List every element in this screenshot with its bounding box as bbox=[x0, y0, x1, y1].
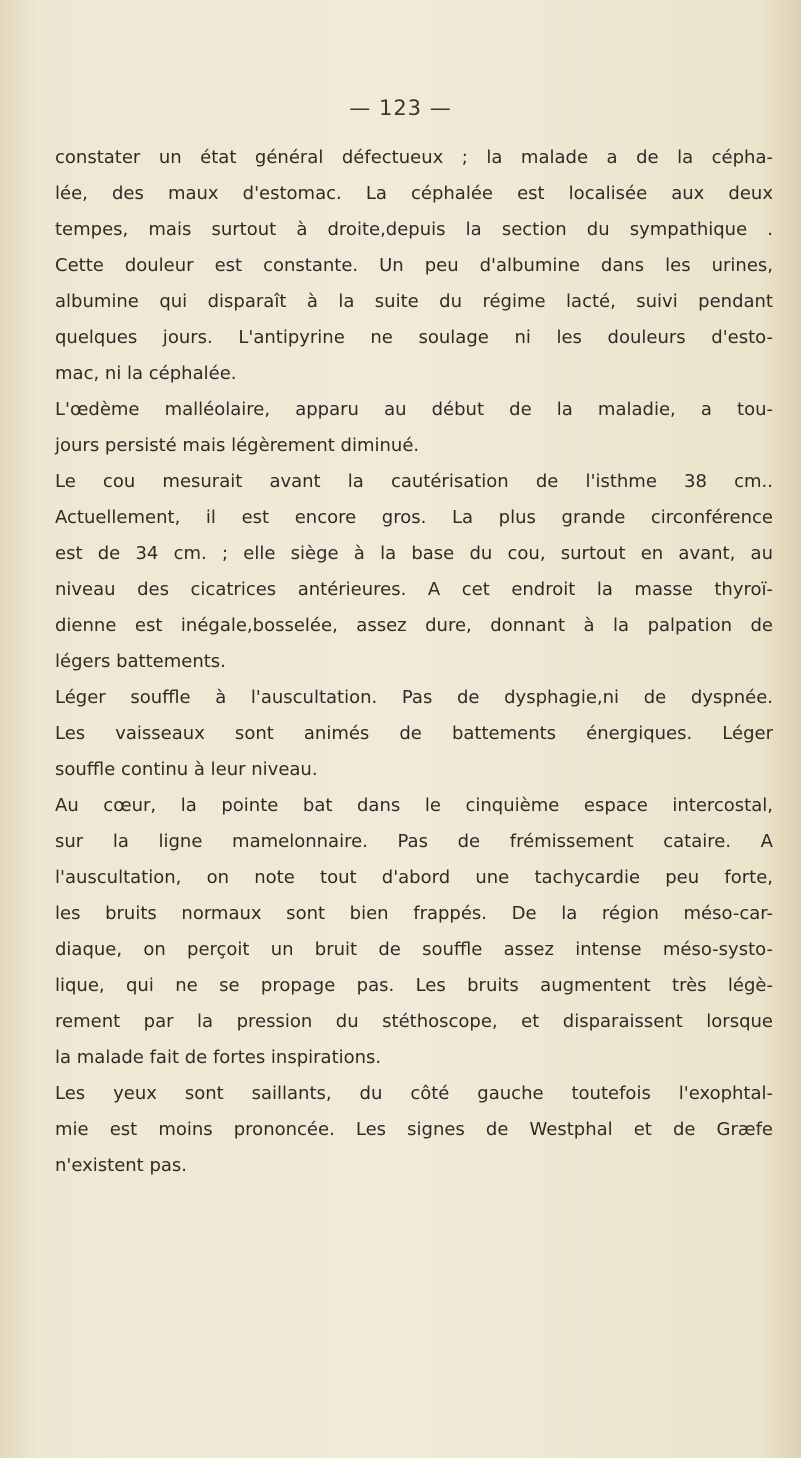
page-number: — 123 — bbox=[349, 96, 452, 120]
text-line: L'œdème malléolaire, apparu au début de la maladie, a tou- bbox=[55, 399, 773, 420]
text-line: diaque, on perçoit un bruit de souffle assez intense méso-systo- bbox=[55, 939, 773, 960]
text-line: Les yeux sont saillants, du côté gauche toutefois l'exophtal- bbox=[55, 1083, 773, 1104]
text-line: Actuellement, il est encore gros. La plus grande circonférence bbox=[55, 507, 773, 528]
text-line: les bruits normaux sont bien frappés. De la région méso-car- bbox=[55, 903, 773, 924]
text-line: l'auscultation, on note tout d'abord une tachycardie peu forte, bbox=[55, 867, 773, 888]
paragraph bbox=[55, 140, 773, 392]
page-body bbox=[55, 140, 773, 1184]
paragraph bbox=[55, 1076, 773, 1184]
paragraph bbox=[55, 788, 773, 1076]
text-line: légers battements. bbox=[55, 651, 226, 672]
text-line: lée, des maux d'estomac. La céphalée est localisée aux deux bbox=[55, 183, 773, 204]
text-line: souffle continu à leur niveau. bbox=[55, 759, 318, 780]
text-line: est de 34 cm. ; elle siège à la base du cou, surtout en avant, au bbox=[55, 543, 773, 564]
text-line: mac, ni la céphalée. bbox=[55, 363, 237, 384]
text-line: rement par la pression du stéthoscope, et disparaissent lorsque bbox=[55, 1011, 773, 1032]
text-line: Les vaisseaux sont animés de battements énergiques. Léger bbox=[55, 723, 773, 744]
paragraph bbox=[55, 680, 773, 788]
text-line: Le cou mesurait avant la cautérisation de l'isthme 38 cm.. bbox=[55, 471, 773, 492]
text-line: albumine qui disparaît à la suite du régime lacté, suivi pendant bbox=[55, 291, 773, 312]
text-line: lique, qui ne se propage pas. Les bruits augmentent très légè- bbox=[55, 975, 773, 996]
text-line: n'existent pas. bbox=[55, 1155, 188, 1176]
text-line: jours persisté mais légèrement diminué. bbox=[55, 435, 420, 456]
text-line: la malade fait de fortes inspirations. bbox=[55, 1047, 382, 1068]
text-line: Léger souffle à l'auscultation. Pas de dysphagie,ni de dyspnée. bbox=[55, 687, 773, 708]
paragraph bbox=[55, 464, 773, 680]
paragraph bbox=[55, 392, 773, 464]
text-line: sur la ligne mamelonnaire. Pas de frémissement cataire. A bbox=[55, 831, 773, 852]
text-line: Cette douleur est constante. Un peu d'albumine dans les urines, bbox=[55, 255, 773, 276]
text-line: mie est moins prononcée. Les signes de Westphal et de Græfe bbox=[55, 1119, 773, 1140]
text-line: Au cœur, la pointe bat dans le cinquième espace intercostal, bbox=[55, 795, 773, 816]
text-line: tempes, mais surtout à droite,depuis la section du sympathique . bbox=[55, 219, 773, 240]
text-line: dienne est inégale,bosselée, assez dure, donnant à la palpation de bbox=[55, 615, 773, 636]
text-line: quelques jours. L'antipyrine ne soulage ni les douleurs d'esto- bbox=[55, 327, 773, 348]
text-line: constater un état général défectueux ; la malade a de la cépha- bbox=[55, 147, 773, 168]
text-line: niveau des cicatrices antérieures. A cet endroit la masse thyroï- bbox=[55, 579, 773, 600]
